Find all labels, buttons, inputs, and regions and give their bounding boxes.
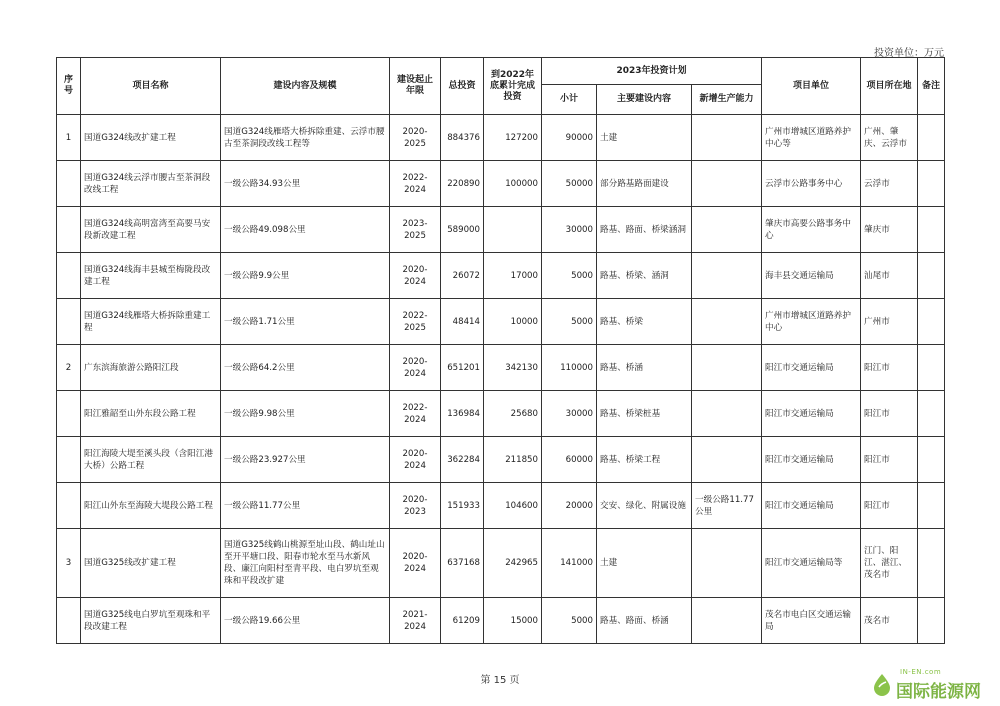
cell-total-investment: 61209 (441, 598, 484, 644)
cell-content-scale: 一级公路9.98公里 (221, 391, 390, 437)
cell-years: 2020-2025 (390, 115, 441, 161)
cell-total-investment: 362284 (441, 437, 484, 483)
cell-location: 汕尾市 (861, 253, 918, 299)
watermark-domain: IN-EN.com (900, 668, 942, 676)
table-row (57, 598, 945, 644)
header-plan-2023: 2023年投资计划 (542, 58, 762, 85)
cell-remark (918, 598, 945, 644)
header-project-unit: 项目单位 (762, 58, 861, 115)
header-remark: 备注 (918, 58, 945, 115)
watermark-name: 国际能源网 (896, 682, 981, 702)
cell-seq (57, 161, 81, 207)
cell-subtotal-2023: 90000 (542, 115, 597, 161)
header-seq: 序号 (57, 58, 81, 115)
cell-remark (918, 529, 945, 598)
cell-content-scale: 国道G325线鹤山桃源至址山段、鹤山址山至开平塘口段、阳春市轮水至马水新风段、廉江向阳村至青平段、电白罗坑至观珠和平段改扩建 (221, 529, 390, 598)
cell-years: 2020-2024 (390, 345, 441, 391)
cell-cumulative-2022: 127200 (484, 115, 542, 161)
cell-main-content: 路基、桥梁、涵洞 (597, 253, 692, 299)
cell-remark (918, 207, 945, 253)
cell-project-unit: 广州市增城区道路养护中心等 (762, 115, 861, 161)
cell-project-name: 广东滨海旅游公路阳江段 (81, 345, 221, 391)
cell-project-unit: 阳江市交通运输局 (762, 391, 861, 437)
cell-location: 云浮市 (861, 161, 918, 207)
cell-project-name: 阳江山外东至海陵大堤段公路工程 (81, 483, 221, 529)
cell-total-investment: 651201 (441, 345, 484, 391)
cell-new-capacity: 一级公路11.77公里 (692, 483, 762, 529)
cell-content-scale: 一级公路9.9公里 (221, 253, 390, 299)
cell-cumulative-2022: 104600 (484, 483, 542, 529)
page-number: 第 15 页 (480, 675, 520, 686)
cell-content-scale: 一级公路49.098公里 (221, 207, 390, 253)
cell-years: 2023-2025 (390, 207, 441, 253)
cell-location: 阳江市 (861, 345, 918, 391)
cell-new-capacity (692, 437, 762, 483)
cell-project-unit: 阳江市交通运输局 (762, 437, 861, 483)
header-project-name: 项目名称 (81, 58, 221, 115)
cell-new-capacity (692, 299, 762, 345)
table-row (57, 483, 945, 529)
cell-main-content: 路基、桥梁桩基 (597, 391, 692, 437)
cell-subtotal-2023: 5000 (542, 253, 597, 299)
cell-content-scale: 一级公路19.66公里 (221, 598, 390, 644)
cell-project-unit: 茂名市电白区交通运输局 (762, 598, 861, 644)
cell-main-content: 交安、绿化、附属设施 (597, 483, 692, 529)
header-total-investment: 总投资 (441, 58, 484, 115)
header-subtotal: 小计 (542, 85, 597, 115)
cell-years: 2020-2024 (390, 437, 441, 483)
cell-new-capacity (692, 598, 762, 644)
cell-total-investment: 136984 (441, 391, 484, 437)
cell-main-content: 土建 (597, 115, 692, 161)
cell-total-investment: 26072 (441, 253, 484, 299)
cell-subtotal-2023: 20000 (542, 483, 597, 529)
table-row (57, 437, 945, 483)
table-row (57, 115, 945, 161)
cell-new-capacity (692, 161, 762, 207)
cell-main-content: 路基、桥梁工程 (597, 437, 692, 483)
cell-new-capacity (692, 345, 762, 391)
cell-new-capacity (692, 207, 762, 253)
table-row (57, 299, 945, 345)
cell-project-unit: 海丰县交通运输局 (762, 253, 861, 299)
cell-project-unit: 广州市增城区道路养护中心 (762, 299, 861, 345)
investment-unit-note: 投资单位：万元 (874, 48, 944, 59)
cell-location: 阳江市 (861, 483, 918, 529)
cell-seq (57, 391, 81, 437)
header-cumulative-2022: 到2022年底累计完成投资 (484, 58, 542, 115)
cell-content-scale: 一级公路23.927公里 (221, 437, 390, 483)
header-location: 项目所在地 (861, 58, 918, 115)
cell-location: 阳江市 (861, 391, 918, 437)
cell-cumulative-2022: 342130 (484, 345, 542, 391)
cell-total-investment: 220890 (441, 161, 484, 207)
table-row (57, 253, 945, 299)
cell-subtotal-2023: 5000 (542, 299, 597, 345)
cell-location: 肇庆市 (861, 207, 918, 253)
cell-content-scale: 一级公路34.93公里 (221, 161, 390, 207)
investment-plan-table (56, 57, 945, 644)
cell-seq (57, 437, 81, 483)
cell-content-scale: 一级公路11.77公里 (221, 483, 390, 529)
table-row (57, 161, 945, 207)
cell-subtotal-2023: 30000 (542, 391, 597, 437)
cell-total-investment: 48414 (441, 299, 484, 345)
cell-main-content: 土建 (597, 529, 692, 598)
cell-main-content: 路基、路面、桥梁涵洞 (597, 207, 692, 253)
header-years: 建设起止年限 (390, 58, 441, 115)
cell-new-capacity (692, 529, 762, 598)
cell-remark (918, 299, 945, 345)
table-row (57, 207, 945, 253)
cell-subtotal-2023: 5000 (542, 598, 597, 644)
cell-total-investment: 637168 (441, 529, 484, 598)
cell-seq: 1 (57, 115, 81, 161)
cell-years: 2020-2024 (390, 529, 441, 598)
cell-subtotal-2023: 50000 (542, 161, 597, 207)
cell-seq: 2 (57, 345, 81, 391)
cell-years: 2020-2023 (390, 483, 441, 529)
cell-total-investment: 884376 (441, 115, 484, 161)
cell-location: 阳江市 (861, 437, 918, 483)
cell-seq (57, 253, 81, 299)
cell-cumulative-2022 (484, 207, 542, 253)
cell-project-unit: 阳江市交通运输局 (762, 483, 861, 529)
cell-location: 江门、阳江、湛江、茂名市 (861, 529, 918, 598)
cell-project-name: 阳江海陵大堤至溪头段（含阳江港大桥）公路工程 (81, 437, 221, 483)
cell-cumulative-2022: 100000 (484, 161, 542, 207)
cell-content-scale: 国道G324线雁塔大桥拆除重建、云浮市腰古至茶洞段改线工程等 (221, 115, 390, 161)
cell-project-unit: 云浮市公路事务中心 (762, 161, 861, 207)
cell-subtotal-2023: 60000 (542, 437, 597, 483)
cell-total-investment: 589000 (441, 207, 484, 253)
cell-project-name: 国道G324线云浮市腰古至茶洞段改线工程 (81, 161, 221, 207)
cell-cumulative-2022: 25680 (484, 391, 542, 437)
cell-new-capacity (692, 391, 762, 437)
cell-subtotal-2023: 30000 (542, 207, 597, 253)
cell-project-name: 国道G324线雁塔大桥拆除重建工程 (81, 299, 221, 345)
cell-project-name: 阳江雅韶至山外东段公路工程 (81, 391, 221, 437)
table-row (57, 391, 945, 437)
watermark-logo (842, 668, 992, 700)
cell-project-unit: 阳江市交通运输局等 (762, 529, 861, 598)
cell-project-name: 国道G324线海丰县城至梅陇段改建工程 (81, 253, 221, 299)
cell-cumulative-2022: 15000 (484, 598, 542, 644)
leaf-drop-logo-icon (870, 672, 894, 696)
cell-cumulative-2022: 242965 (484, 529, 542, 598)
cell-location: 广州、肇庆、云浮市 (861, 115, 918, 161)
cell-project-name: 国道G325线改扩建工程 (81, 529, 221, 598)
cell-remark (918, 253, 945, 299)
cell-cumulative-2022: 211850 (484, 437, 542, 483)
cell-project-unit: 肇庆市高要公路事务中心 (762, 207, 861, 253)
cell-remark (918, 391, 945, 437)
cell-project-unit: 阳江市交通运输局 (762, 345, 861, 391)
cell-remark (918, 115, 945, 161)
cell-seq: 3 (57, 529, 81, 598)
header-main-content: 主要建设内容 (597, 85, 692, 115)
cell-main-content: 路基、路面、桥涵 (597, 598, 692, 644)
header-new-capacity: 新增生产能力 (692, 85, 762, 115)
cell-years: 2022-2024 (390, 161, 441, 207)
cell-location: 广州市 (861, 299, 918, 345)
cell-new-capacity (692, 115, 762, 161)
cell-seq (57, 207, 81, 253)
cell-years: 2020-2024 (390, 253, 441, 299)
cell-project-name: 国道G324线高明富湾至高要马安段新改建工程 (81, 207, 221, 253)
cell-project-name: 国道G325线电白罗坑至观珠和平段改建工程 (81, 598, 221, 644)
cell-cumulative-2022: 10000 (484, 299, 542, 345)
cell-project-name: 国道G324线改扩建工程 (81, 115, 221, 161)
cell-content-scale: 一级公路64.2公里 (221, 345, 390, 391)
cell-seq (57, 598, 81, 644)
cell-main-content: 部分路基路面建设 (597, 161, 692, 207)
cell-new-capacity (692, 253, 762, 299)
cell-subtotal-2023: 110000 (542, 345, 597, 391)
header-content-scale: 建设内容及规模 (221, 58, 390, 115)
cell-years: 2021-2024 (390, 598, 441, 644)
table-row (57, 529, 945, 598)
cell-content-scale: 一级公路1.71公里 (221, 299, 390, 345)
cell-remark (918, 483, 945, 529)
cell-remark (918, 437, 945, 483)
cell-main-content: 路基、桥涵 (597, 345, 692, 391)
cell-years: 2022-2024 (390, 391, 441, 437)
cell-seq (57, 299, 81, 345)
cell-seq (57, 483, 81, 529)
table-row (57, 345, 945, 391)
cell-years: 2022-2025 (390, 299, 441, 345)
cell-subtotal-2023: 141000 (542, 529, 597, 598)
cell-main-content: 路基、桥梁 (597, 299, 692, 345)
cell-total-investment: 151933 (441, 483, 484, 529)
cell-remark (918, 161, 945, 207)
cell-remark (918, 345, 945, 391)
cell-cumulative-2022: 17000 (484, 253, 542, 299)
cell-location: 茂名市 (861, 598, 918, 644)
